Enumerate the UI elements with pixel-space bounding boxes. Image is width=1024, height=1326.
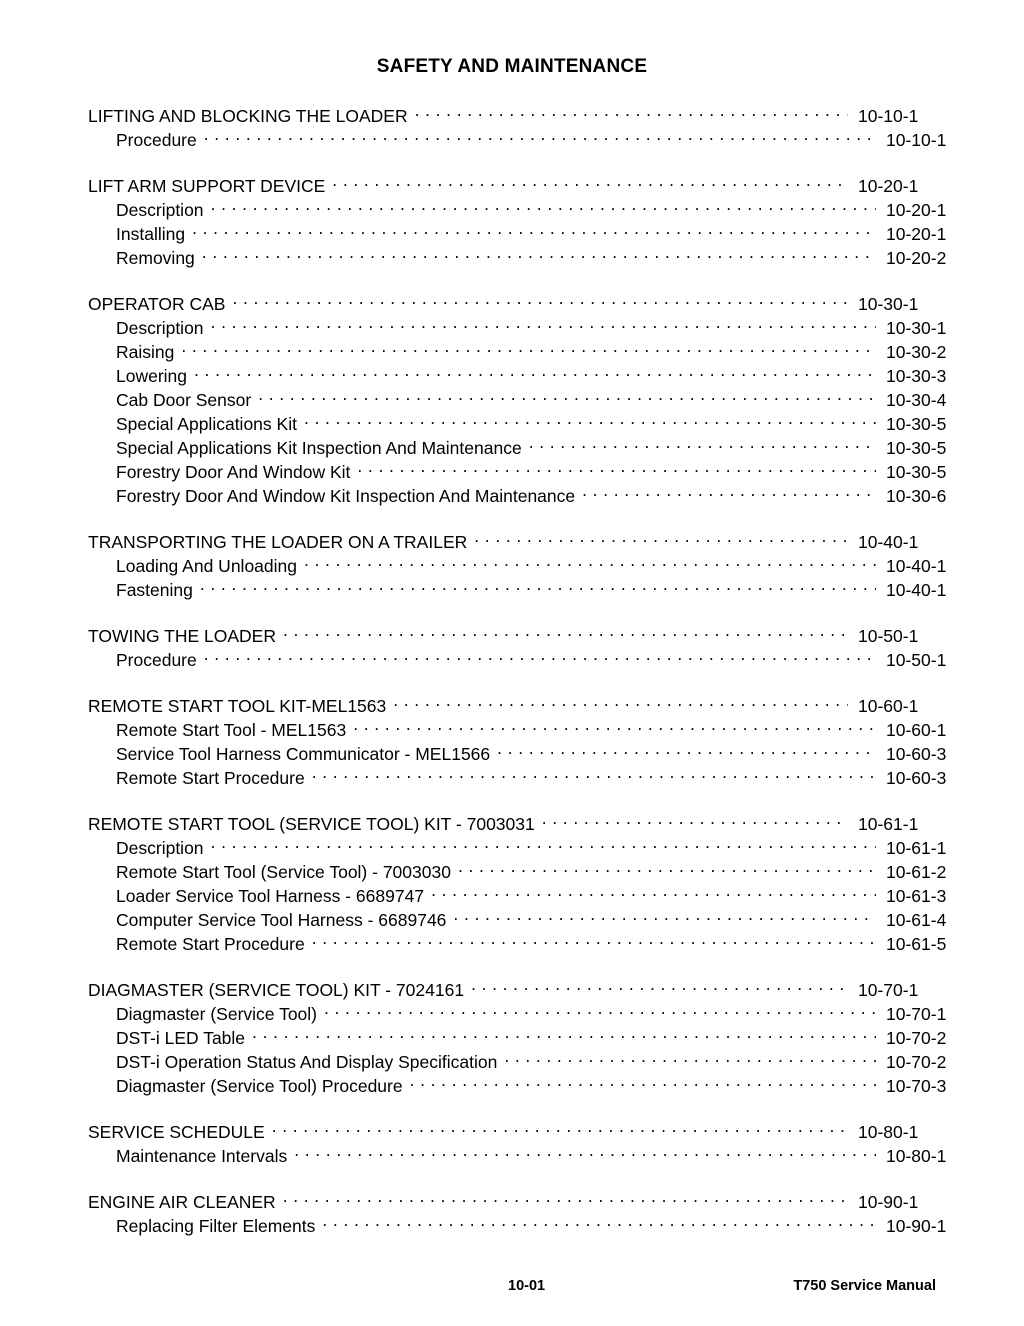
toc-sub-entry[interactable] [88,122,964,150]
toc-sub-entry-label: Diagmaster (Service Tool) [116,1004,317,1024]
page-title: SAFETY AND MAINTENANCE [376,56,648,77]
toc-sub-entry-page-number: 10-80-1 [886,1146,947,1166]
dot-leader [258,382,876,406]
dot-leader [211,192,876,216]
toc-sub-entry[interactable] [88,216,964,244]
toc-heading-entry-page-number: 10-10-1 [858,106,919,126]
toc-sub-entry-label: Raising [116,342,175,362]
toc-heading-entry-label: ENGINE AIR CLEANER [88,1192,276,1212]
dot-leader [474,524,848,548]
toc-sub-entry-page-number: 10-20-1 [886,224,947,244]
dot-leader [283,618,848,642]
toc-sub-entry-page-number: 10-61-5 [886,934,947,954]
toc-heading-entry-page-number: 10-70-1 [858,980,919,1000]
toc-sub-entry-label: Description [116,200,204,220]
dot-leader [304,548,876,572]
toc-heading-entry-page-number: 10-20-1 [858,176,919,196]
toc-heading-entry-page-number: 10-50-1 [858,626,919,646]
dot-leader [200,572,876,596]
toc-sub-entry-page-number: 10-30-2 [886,342,947,362]
toc-section [88,806,947,954]
toc-sub-entry-page-number: 10-90-1 [886,1216,947,1236]
toc-heading-entry-page-number: 10-80-1 [858,1122,919,1142]
toc-sub-entry[interactable] [88,854,964,882]
toc-sub-entry-label: Forestry Door And Window Kit [116,462,351,482]
toc-sub-entry[interactable] [88,572,964,600]
toc-sub-entry-page-number: 10-40-1 [886,580,947,600]
toc-heading-entry-label: REMOTE START TOOL KIT-MEL1563 [88,696,387,716]
toc-heading-entry[interactable] [88,524,936,552]
toc-sub-entry-page-number: 10-30-5 [886,414,947,434]
toc-sub-entry-label: Procedure [116,650,197,670]
dot-leader [410,1068,876,1092]
dot-leader [312,926,876,950]
dot-leader [322,1208,876,1232]
dot-leader [232,286,848,310]
page-footer [88,1278,936,1294]
toc-heading-entry-label: REMOTE START TOOL (SERVICE TOOL) KIT - 7003031 [88,814,535,834]
toc-sub-entry-page-number: 10-30-6 [886,486,947,506]
dot-leader [181,334,876,358]
toc-section [88,524,947,600]
toc-heading-entry[interactable] [88,618,936,646]
toc-heading-entry-label: LIFT ARM SUPPORT DEVICE [88,176,326,196]
toc-section [88,1114,947,1166]
table-of-contents [88,98,947,1236]
dot-leader [393,688,848,712]
toc-heading-entry-page-number: 10-60-1 [858,696,919,716]
dot-leader [542,806,848,830]
toc-heading-entry[interactable] [88,286,936,314]
toc-sub-entry-label: Removing [116,248,195,268]
dot-leader [324,996,876,1020]
toc-sub-entry[interactable] [88,192,964,220]
toc-heading-entry[interactable] [88,1184,936,1212]
toc-sub-entry-page-number: 10-70-1 [886,1004,947,1024]
dot-leader [353,712,876,736]
dot-leader [582,478,876,502]
toc-sub-entry-page-number: 10-60-3 [886,744,947,764]
toc-sub-entry-page-number: 10-30-5 [886,462,947,482]
toc-heading-entry-label: LIFTING AND BLOCKING THE LOADER [88,106,408,126]
toc-sub-entry-label: Remote Start Tool (Service Tool) - 7003030 [116,862,451,882]
toc-sub-entry-label: Forestry Door And Window Kit Inspection And Maintenance [116,486,576,506]
toc-sub-entry[interactable] [88,830,964,858]
dot-leader [252,1020,876,1044]
toc-sub-entry-page-number: 10-20-2 [886,248,947,268]
toc-sub-entry-label: DST-i Operation Status And Display Specification [116,1052,498,1072]
toc-heading-entry-label: TOWING THE LOADER [88,626,276,646]
toc-section [88,618,947,670]
toc-heading-entry-label: DIAGMASTER (SERVICE TOOL) KIT - 7024161 [88,980,465,1000]
toc-heading-entry[interactable] [88,972,936,1000]
toc-sub-entry[interactable] [88,310,964,338]
toc-sub-entry[interactable] [88,382,964,410]
toc-sub-entry-page-number: 10-61-2 [886,862,947,882]
toc-section [88,972,947,1096]
toc-heading-entry[interactable] [88,168,936,196]
toc-sub-entry-page-number: 10-30-3 [886,366,947,386]
dot-leader [497,736,876,760]
toc-heading-entry-page-number: 10-40-1 [858,532,919,552]
toc-heading-entry[interactable] [88,98,936,126]
toc-sub-entry-page-number: 10-30-5 [886,438,947,458]
dot-leader [211,830,876,854]
toc-sub-entry[interactable] [88,240,964,268]
toc-sub-entry-label: Description [116,838,204,858]
toc-sub-entry-label: Special Applications Kit Inspection And Maintenance [116,438,522,458]
dot-leader [194,358,876,382]
toc-heading-entry[interactable] [88,1114,936,1142]
dot-leader [332,168,848,192]
dot-leader [504,1044,876,1068]
toc-sub-entry[interactable] [88,642,964,670]
toc-section [88,286,947,506]
toc-sub-entry-label: Service Tool Harness Communicator - MEL1566 [116,744,491,764]
toc-sub-entry-label: Diagmaster (Service Tool) Procedure [116,1076,403,1096]
dot-leader [415,98,848,122]
dot-leader [294,1138,876,1162]
toc-section [88,1184,947,1236]
toc-sub-entry-page-number: 10-50-1 [886,650,947,670]
toc-sub-entry-page-number: 10-70-2 [886,1052,947,1072]
toc-sub-entry[interactable] [88,358,964,386]
toc-sub-entry-page-number: 10-30-4 [886,390,947,410]
toc-sub-entry-page-number: 10-60-3 [886,768,947,788]
footer-manual-title: T750 Service Manual [793,1278,936,1294]
dot-leader [529,430,876,454]
toc-sub-entry-page-number: 10-60-1 [886,720,947,740]
toc-sub-entry-page-number: 10-70-3 [886,1076,947,1096]
dot-leader [211,310,876,334]
toc-sub-entry-label: Fastening [116,580,193,600]
toc-sub-entry-page-number: 10-30-1 [886,318,947,338]
toc-section [88,688,947,788]
dot-leader [357,454,876,478]
toc-sub-entry-label: Loader Service Tool Harness - 6689747 [116,886,425,906]
toc-sub-entry-label: Lowering [116,366,188,386]
toc-sub-entry-label: Procedure [116,130,197,150]
toc-sub-entry-label: Replacing Filter Elements [116,1216,316,1236]
toc-heading-entry[interactable] [88,688,936,716]
toc-heading-entry[interactable] [88,806,936,834]
toc-heading-entry-label: TRANSPORTING THE LOADER ON A TRAILER [88,532,468,552]
dot-leader [283,1184,848,1208]
dot-leader [204,122,876,146]
toc-sub-entry[interactable] [88,334,964,362]
toc-sub-entry-page-number: 10-20-1 [886,200,947,220]
toc-sub-entry-page-number: 10-10-1 [886,130,947,150]
toc-heading-entry-page-number: 10-90-1 [858,1192,919,1212]
toc-sub-entry-label: Installing [116,224,186,244]
dot-leader [431,878,876,902]
dot-leader [202,240,876,264]
toc-sub-entry-label: Remote Start Procedure [116,768,305,788]
toc-sub-entry-label: Loading And Unloading [116,556,297,576]
dot-leader [204,642,876,666]
toc-sub-entry-page-number: 10-40-1 [886,556,947,576]
toc-sub-entry-label: Cab Door Sensor [116,390,252,410]
toc-sub-entry-label: Computer Service Tool Harness - 6689746 [116,910,447,930]
toc-heading-entry-page-number: 10-61-1 [858,814,919,834]
toc-sub-entry-page-number: 10-61-4 [886,910,947,930]
toc-sub-entry-label: Description [116,318,204,338]
toc-sub-entry-page-number: 10-70-2 [886,1028,947,1048]
dot-leader [304,406,876,430]
toc-sub-entry-label: DST-i LED Table [116,1028,246,1048]
toc-heading-entry-label: OPERATOR CAB [88,294,226,314]
toc-sub-entry-label: Maintenance Intervals [116,1146,288,1166]
toc-heading-entry-page-number: 10-30-1 [858,294,919,314]
dot-leader [312,760,876,784]
toc-sub-entry-page-number: 10-61-3 [886,886,947,906]
toc-sub-entry-label: Special Applications Kit [116,414,297,434]
footer-page-number: 10-01 [508,1278,546,1294]
toc-sub-entry-label: Remote Start Tool - MEL1563 [116,720,347,740]
dot-leader [272,1114,848,1138]
toc-heading-entry-label: SERVICE SCHEDULE [88,1122,265,1142]
toc-sub-entry-label: Remote Start Procedure [116,934,305,954]
dot-leader [453,902,876,926]
dot-leader [192,216,876,240]
dot-leader [458,854,876,878]
toc-sub-entry-page-number: 10-61-1 [886,838,947,858]
toc-section [88,168,947,268]
toc-section [88,98,947,150]
dot-leader [471,972,848,996]
